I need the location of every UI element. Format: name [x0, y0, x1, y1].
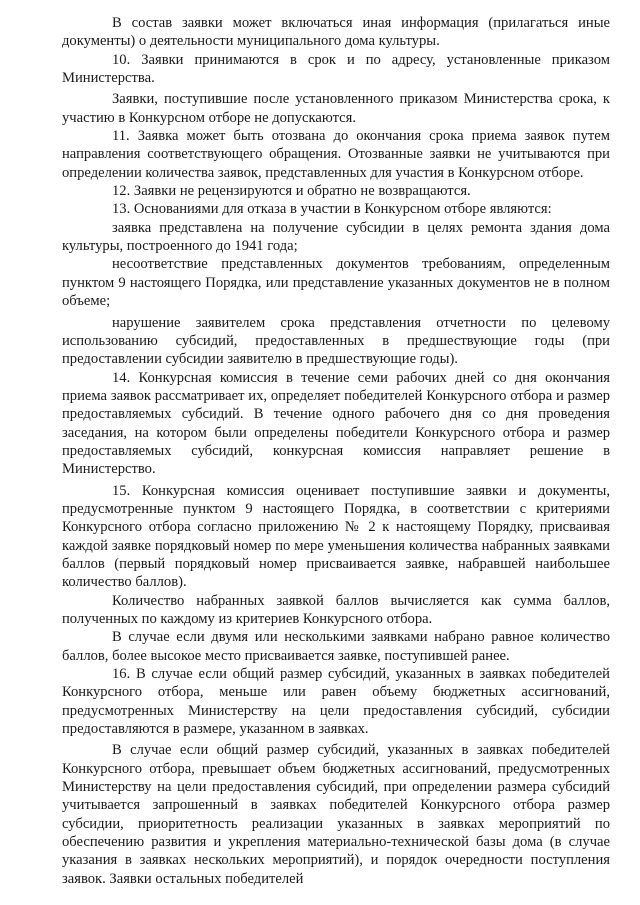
- paragraph-15: 15. Конкурсная комиссия оценивает поступившие заявки и документы, предусмотренные пунктом 9 настоящего Порядка, в соответствии с критериями Конкурсного отбора согласно приложению № 2 к настоящему Порядку, присваивая каждой заявке порядковый номер по мере уменьшения количества набранных заявками баллов (первый порядковый номер присваивается заявке, набравшей наибольшее количество баллов).: [62, 482, 610, 591]
- paragraph-other-info: В состав заявки может включаться иная информация (прилагаться иные документы) о деятельности муниципального дома культуры.: [62, 15, 610, 50]
- paragraph-10: 10. Заявки принимаются в срок и по адресу, установленные приказом Министерства.: [62, 51, 610, 87]
- document-text: [62, 14, 610, 888]
- paragraph-score-sum: Количество набранных заявкой баллов вычисляется как сумма баллов, полученных по каждому из критериев Конкурсного отбора.: [62, 592, 610, 627]
- paragraph-late-applications: Заявки, поступившие после установленного приказом Министерства срока, к участию в Конкурсном отборе не допускаются.: [62, 91, 610, 126]
- paragraph-11: 11. Заявка может быть отозвана до окончания срока приема заявок путем направления соответствующего обращения. Отозванные заявки не учитываются при определении количества заявок, представленных для участия в Конкурсном отборе.: [62, 128, 610, 181]
- paragraph-13-item-2: несоответствие представленных документов требованиям, определенным пунктом 9 настоящего Порядка, или представление указанных документов не в полном объеме;: [62, 256, 610, 310]
- paragraph-13: 13. Основаниями для отказа в участии в Конкурсном отборе являются:: [112, 201, 552, 218]
- paragraph-14: 14. Конкурсная комиссия в течение семи рабочих дней со дня окончания приема заявок рассматривает их, определяет победителей Конкурсного отбора и размер предоставляемых субсидий. В течение одного рабочего дня со дня проведения заседания, на котором были определены победители Конкурсного отбора и размер предоставляемых субсидий, конкурсная комиссия направляет решение в Министерство.: [62, 369, 610, 478]
- paragraph-12: 12. Заявки не рецензируются и обратно не возвращаются.: [112, 183, 471, 200]
- paragraph-13-item-3: нарушение заявителем срока представления отчетности по целевому использованию субсидий, предоставленных в предшествующие годы (при предоставлении субсидии заявителю в предшествующие годы).: [62, 314, 610, 368]
- paragraph-equal-score: В случае если двумя или несколькими заявками набрано равное количество баллов, более высокое место присваивается заявке, поступившей ранее.: [62, 629, 610, 664]
- paragraph-16-excess: В случае если общий размер субсидий, указанных в заявках победителей Конкурсного отбора, превышает объем бюджетных ассигнований, предусмотренных Министерству на цели предоставления субсидий, при определении размера субсидий учитывается запрошенный в заявках победителей Конкурсного отбора размер субсидии, приоритетность реализации указанных в заявках мероприятий по обеспечению развития и укрепления материально-технической базы дома (в случае указания в заявках нескольких мероприятий), и порядок очередности поступления заявок. Заявки остальных победителей: [62, 742, 610, 887]
- paragraph-13-item-1: заявка представлена на получение субсидии в целях ремонта здания дома культуры, построенного до 1941 года;: [62, 219, 610, 255]
- paragraph-16: 16. В случае если общий размер субсидий, указанных в заявках победителей Конкурсного отбора, меньше или равен объему бюджетных ассигнований, предусмотренных Министерству на цели предоставления субсидий, субсидии предоставляются в размере, указанном в заявках.: [62, 666, 610, 738]
